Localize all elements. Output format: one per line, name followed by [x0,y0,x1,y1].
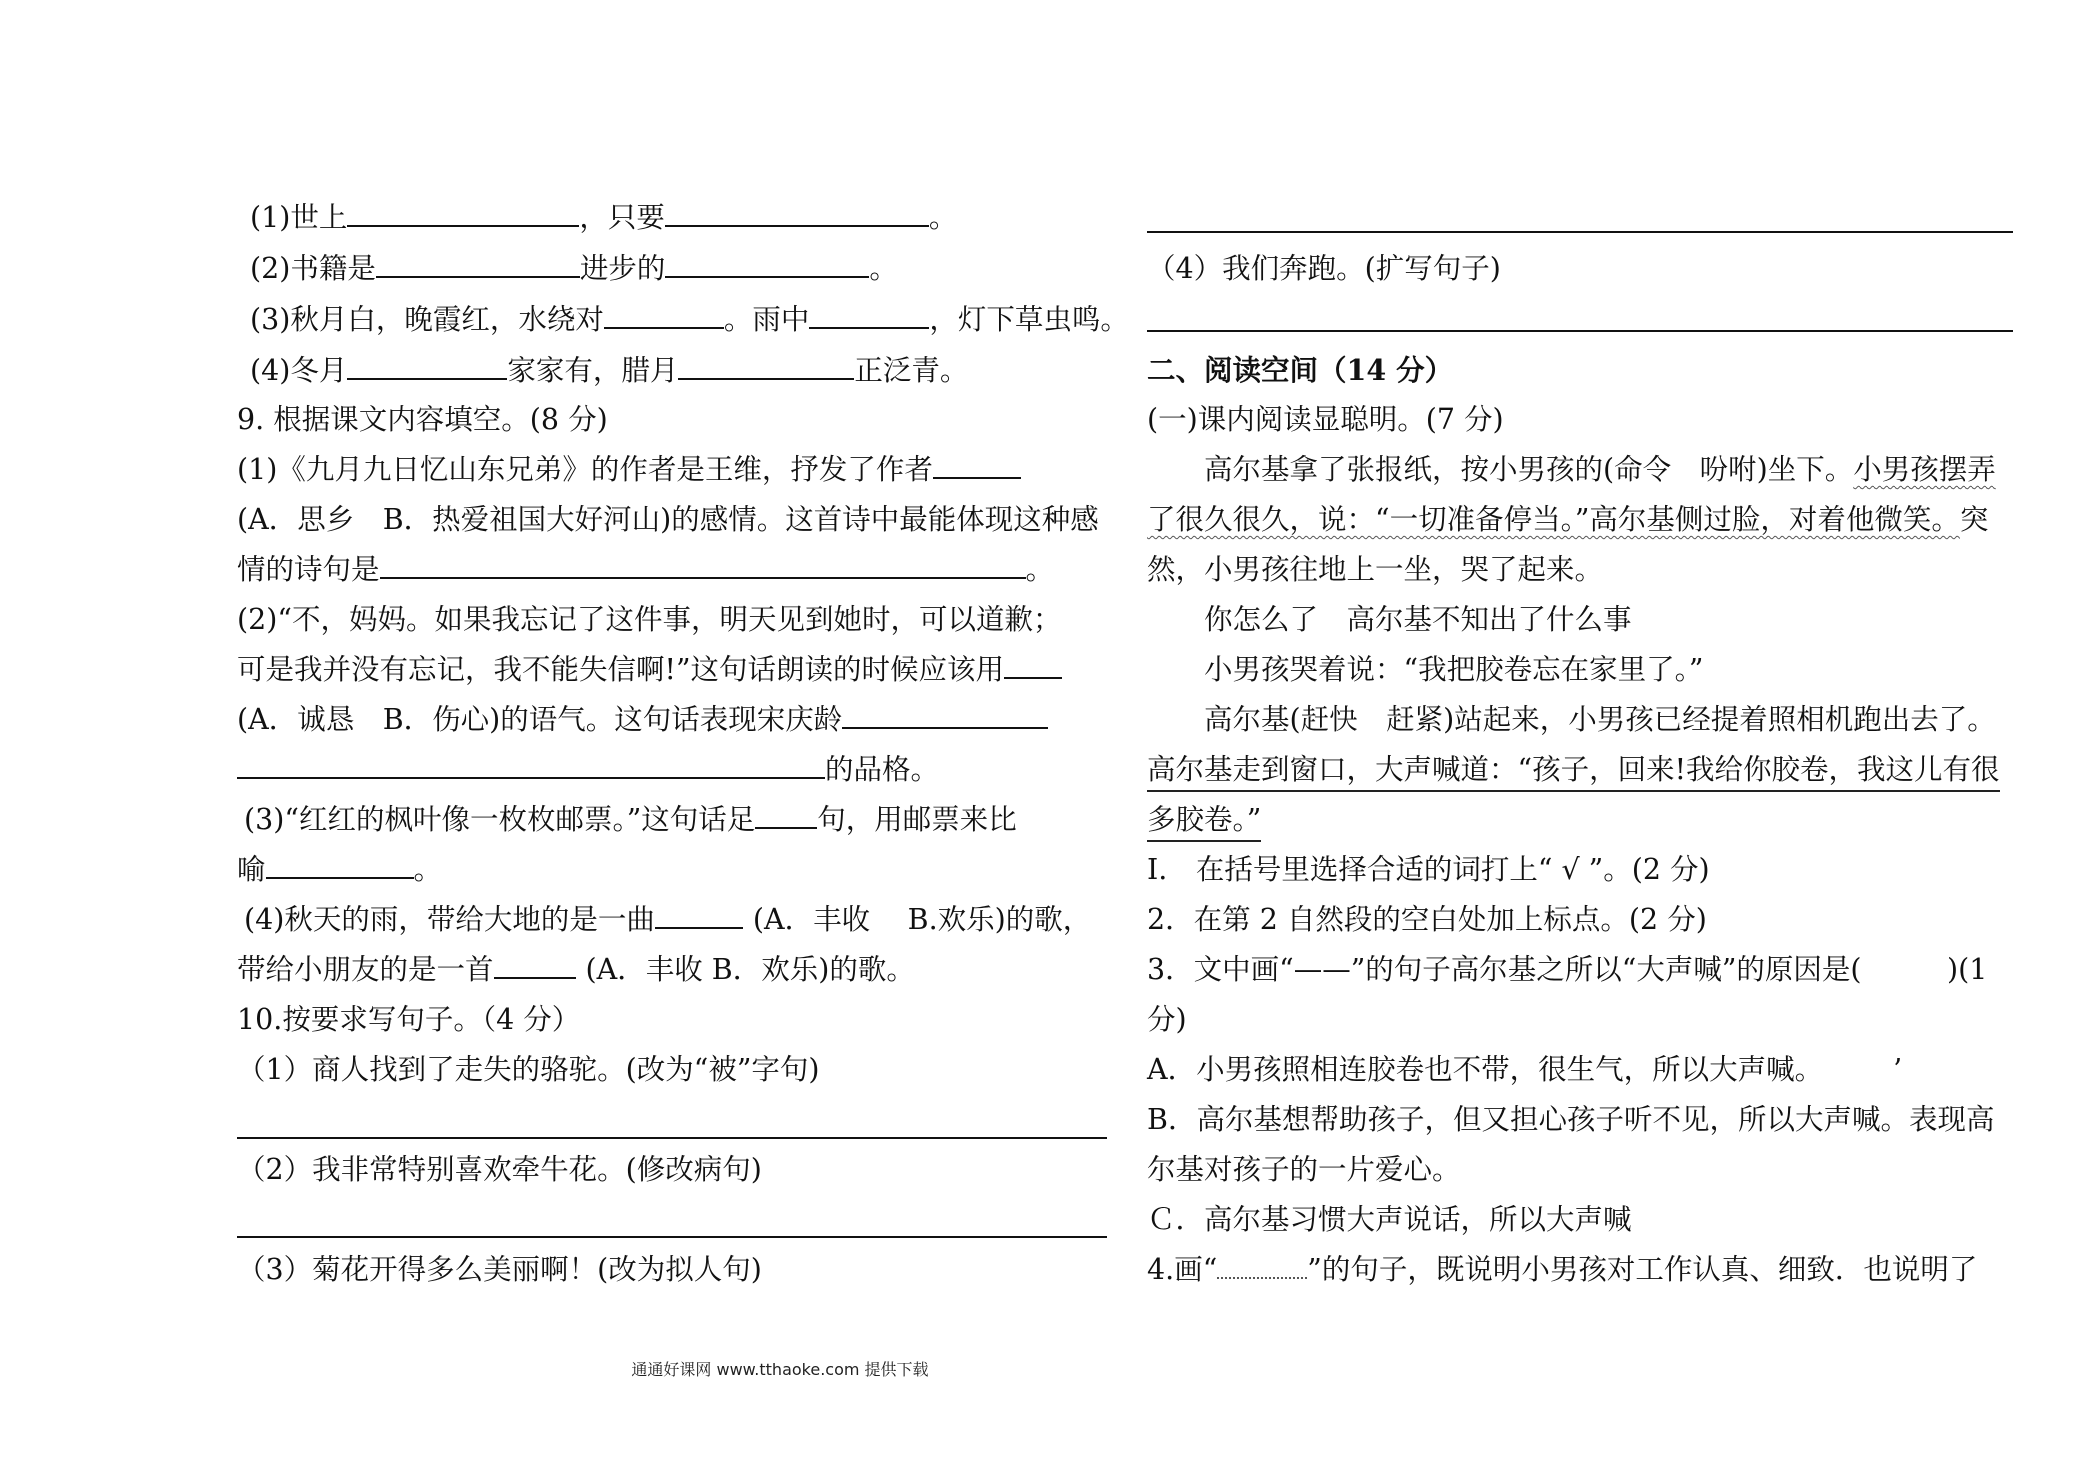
answer-blank[interactable] [678,352,854,380]
option-b-line-1: B．高尔基想帮助孩子，但又担心孩子听不见，所以大声喊。表现高 [1147,1103,1995,1136]
passage-p4: 高尔基(赶快 赶紧)站起来，小男孩已经提着照相机跑出去了。 [1204,703,1996,736]
question-2: 2．在第 2 自然段的空白处加上标点。(2 分) [1147,903,1707,936]
answer-blank[interactable] [755,801,817,829]
answer-line[interactable] [237,1236,1107,1238]
passage-p1-line-a: 高尔基拿了张报纸，按小男孩的(命令 吩咐)坐下。小男孩摆弄 [1204,453,1996,486]
answer-blank[interactable] [266,851,414,879]
q8-item-4: (4)冬月 家家有，腊月 正泛青。 [250,354,969,387]
q10-title: 10.按要求写句子。（4 分） [237,1003,581,1036]
section-2-title: 二、阅读空间（14 分） [1147,353,1454,387]
answer-blank[interactable] [665,199,929,227]
passage-p1-line-c: 然，小男孩往地上一坐，哭了起来。 [1147,553,1604,586]
q9-3-line-b: 喻 。 [237,853,443,886]
q9-1-line-b: (A．思乡 B．热爱祖国大好河山)的感情。这首诗中最能体现这种感 [237,503,1099,536]
q8-item-3: (3)秋月白，晚霞红，水绕对 。雨中 ，灯下草虫鸣。 [250,303,1129,336]
q9-4-line-a: (4)秋天的雨，带给大地的是一曲 (A．丰收 B.欢乐)的歌， [244,903,1092,936]
q8-item-2: (2)书籍是 进步的 。 [250,252,898,285]
q9-2-line-a: (2)“不，妈妈。如果我忘记了这件事，明天见到她时，可以道歉； [237,603,1062,636]
answer-blank[interactable] [237,751,825,779]
q10-2: （2）我非常特别喜欢牵牛花。(修改病句) [237,1153,762,1186]
answer-blank[interactable] [842,701,1048,729]
q9-2-line-b: 可是我并没有忘记，我不能失信啊!”这句话朗读的时候应该用 [237,650,1062,690]
q9-4-line-b: 带给小朋友的是一首 (A．丰收 B．欢乐)的歌。 [237,953,915,986]
answer-blank[interactable] [655,901,743,929]
q9-title: 9. 根据课文内容填空。(8 分) [237,403,608,436]
option-b-line-2: 尔基对孩子的一片爱心。 [1147,1153,1461,1186]
answer-line[interactable] [1147,231,2013,233]
answer-blank[interactable] [347,199,579,227]
q9-2-line-d: 的品格。 [237,750,939,790]
answer-blank[interactable] [604,301,724,329]
option-a: A．小男孩照相连胶卷也不带，很生气，所以大声喊。 ’ [1147,1053,1903,1086]
option-c: Ｃ．高尔基习惯大声说话，所以大声喊 [1147,1203,1632,1236]
answer-blank[interactable] [380,551,1026,579]
footer-credit: 通通好课网 www.tthaoke.com 提供下载 [631,1360,929,1379]
answer-line[interactable] [237,1137,1107,1139]
passage-p5-line-a: 高尔基走到窗口，大声喊道：“孩子，回来!我给你胶卷，我这儿有很 [1147,750,2000,792]
q9-1-line-a: (1)《九月九日忆山东兄弟》的作者是王维，抒发了作者 [237,450,1021,490]
question-3-line-b: 分) [1147,1003,1187,1036]
answer-blank[interactable] [376,250,580,278]
q8-item-1: (1)世上 ，只要 。 [250,201,958,234]
passage-p5-line-b: 多胶卷。” [1147,800,1261,842]
passage-p3: 小男孩哭着说：“我把胶卷忘在家里了。” [1204,653,1704,686]
question-3-line-a: 3．文中画“——”的句子高尔基之所以“大声喊”的原因是( )(1 [1147,953,1988,986]
answer-blank[interactable] [494,951,576,979]
q10-4: （4）我们奔跑。(扩写句子) [1147,252,1501,285]
passage-p2: 你怎么了 高尔基不知出了什么事 [1204,603,1632,636]
answer-line[interactable] [1147,330,2013,332]
q9-3-line-a: (3)“红红的枫叶像一枚枚邮票。”这句话足 句，用邮票来比 [244,803,1017,836]
answer-blank[interactable] [665,250,869,278]
question-1: I. 在括号里选择合适的词打上“ √ ”。(2 分) [1147,853,1710,886]
q10-1: （1）商人找到了走失的骆驼。(改为“被”字句) [237,1053,820,1086]
wavy-underline-sample [1217,1257,1307,1279]
answer-blank[interactable] [347,352,507,380]
subsection-1-title: (一)课内阅读显聪明。(7 分) [1147,403,1504,436]
passage-p1-line-b: 了很久很久，说：“一切准备停当。”高尔基侧过脸，对着他微笑。突 [1147,503,1989,536]
q9-1-line-c: 情的诗句是 。 [237,553,1055,586]
answer-blank[interactable] [809,301,929,329]
answer-blank[interactable] [933,451,1021,479]
q10-3: （3）菊花开得多么美丽啊！(改为拟人句) [237,1253,762,1286]
question-4: 4.画“ ”的句子，既说明小男孩对工作认真、细致．也说明了 [1147,1253,1978,1286]
answer-blank[interactable] [1004,651,1062,679]
q9-2-line-c: (A．诚恳 B．伤心)的语气。这句话表现宋庆龄 [237,700,1048,740]
